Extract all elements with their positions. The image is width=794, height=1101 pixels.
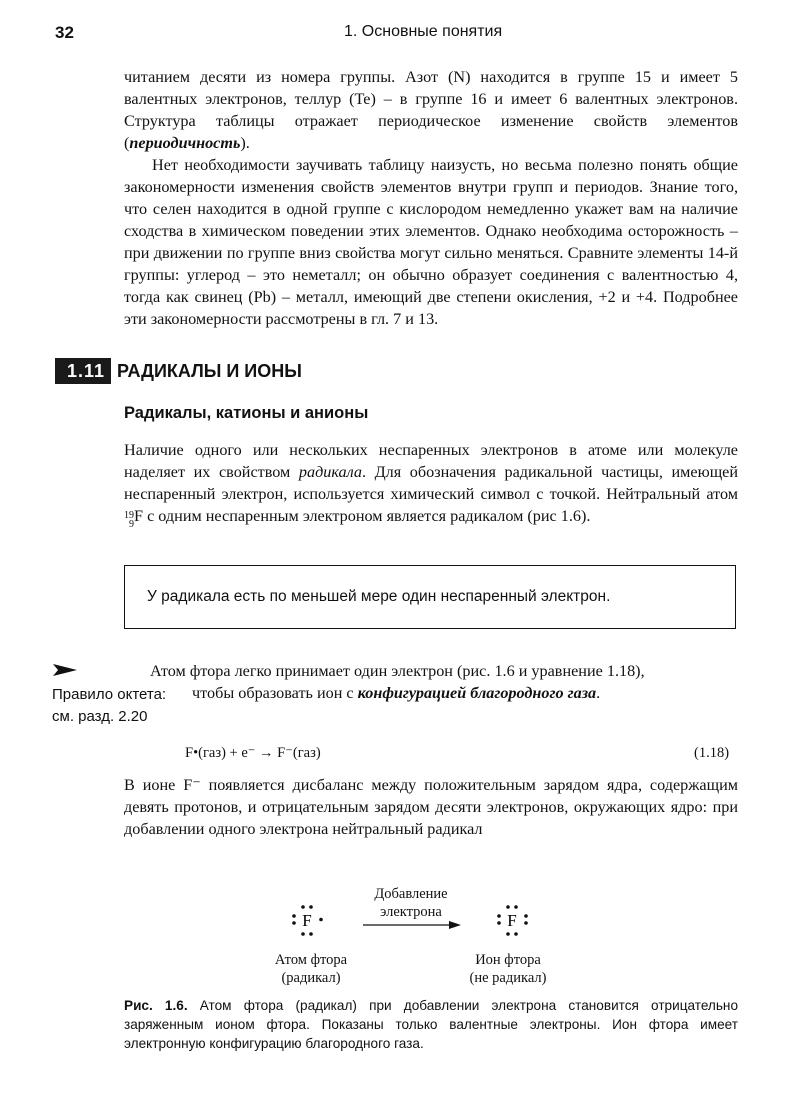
fluorine-atom-radical (292, 905, 323, 936)
paragraph-text: ). (240, 134, 250, 152)
paragraph-octet-line1: Атом фтора легко принимает один электрон (рис. 1.6 и уравнение 1.18), (150, 662, 645, 680)
term-noble-gas-config: конфигурацией благородного газа (357, 684, 597, 702)
reaction-arrow-icon (363, 921, 461, 929)
paragraph-group-trends (124, 154, 738, 330)
caption-label: Рис. 1.6. (124, 998, 188, 1013)
margin-note-reference: см. разд. 2.20 (52, 708, 148, 725)
equation-number: (1.18) (694, 745, 730, 761)
atomic-number: 9 (129, 519, 134, 530)
page-number: 32 (55, 23, 74, 42)
paragraph-fluoride-ion (124, 774, 738, 840)
figure-caption (124, 996, 738, 1053)
paragraph-text: . Для обозначения радикальной частицы, имеющей неспаренный электрон, используется химический символ с точкой. Нейтральный атом (124, 463, 739, 503)
element-symbol: F (134, 507, 144, 525)
atom-symbol-right: F (507, 911, 517, 930)
key-point-box: У радикала есть по меньшей мере один неспаренный электрон. (124, 565, 736, 629)
figure-label-ion (448, 951, 568, 987)
mass-number: 19 (124, 510, 134, 521)
margin-note (52, 684, 166, 728)
paragraph-text: Наличие одного или нескольких неспаренных электронов в атоме или молекуле наделяет их свойством (124, 441, 738, 481)
paragraph-periodicity (124, 66, 738, 154)
fluoride-ion (497, 905, 528, 936)
label-line: (радикал) (281, 970, 341, 986)
section-heading (55, 357, 302, 385)
margin-note-title: Правило октета: (52, 686, 167, 703)
section-number: 1.11 (55, 358, 111, 384)
paragraph-text: с одним неспаренным электроном является радикалом (рис 1.6). (143, 507, 591, 525)
atom-symbol-left: F (302, 911, 312, 930)
label-line: Атом фтора (274, 952, 348, 968)
section-title: РАДИКАЛЫ И ИОНЫ (117, 360, 302, 381)
margin-arrow-icon (53, 663, 77, 677)
label-line: Ион фтора (475, 952, 541, 968)
lewis-structure-figure (285, 898, 545, 944)
arrow-label-line1: Добавление (374, 886, 448, 902)
caption-text: Атом фтора (радикал) при добавлении электрона становится отрицательно заряженным ионом фтора. Показаны только валентные электроны. Ион фтора имеет электронную конфигурацию благородного газа. (124, 998, 739, 1051)
running-title: 1. Основные понятия (344, 23, 503, 40)
subsection-title: Радикалы, катионы и анионы (124, 404, 369, 422)
term-periodicity: периодичность (129, 134, 241, 152)
paragraph-text: Нет необходимости заучивать таблицу наизусть, но весьма полезно понять общие закономерности изменения свойств элементов внутри групп и периодов. Знание того, что селен находится в одной группе с кислородом немедленно укажет вам на наличие сходства в химическом поведении этих элементов. Однако необходима осторожность – при движении по группе вниз свойства могут сильно меняться. Сравните элементы 14-й группы: углерод – это неметалл; он обычно образует соединения с валентностью 4, тогда как свинец (Pb) – металл, имеющий две степени окисления, +2 и +4. Подробнее эти закономерности рассмотрены в гл. 7 и 13. (124, 156, 738, 328)
equation: F•(газ) + e⁻ → F⁻(газ) (185, 745, 321, 761)
paragraph-text: читанием десяти из номера группы. Азот (N) находится в группе 15 и имеет 5 валентных электронов, теллур (Te) – в группе 16 и имеет 6 валентных электронов. Структура таблицы отражает периодическое изменение свойств элементов ( (124, 68, 738, 152)
figure-label-radical (256, 951, 366, 987)
paragraph-text: . (596, 684, 601, 702)
arrow-label-line2: электрона (380, 904, 442, 920)
paragraph-radicals (124, 439, 738, 529)
label-line: (не радикал) (469, 970, 547, 986)
term-radical: радикала (298, 463, 362, 481)
paragraph-octet-line2 (192, 684, 600, 703)
paragraph-text: чтобы образовать ион с (192, 684, 358, 702)
paragraph-text: В ионе F⁻ появляется дисбаланс между положительным зарядом ядра, содержащим девять протонов, и отрицательным зарядом десяти электронов, окружающих ядро: при добавлении одного электрона нейтральный радикал (124, 776, 738, 838)
nuclide-notation (124, 505, 143, 529)
